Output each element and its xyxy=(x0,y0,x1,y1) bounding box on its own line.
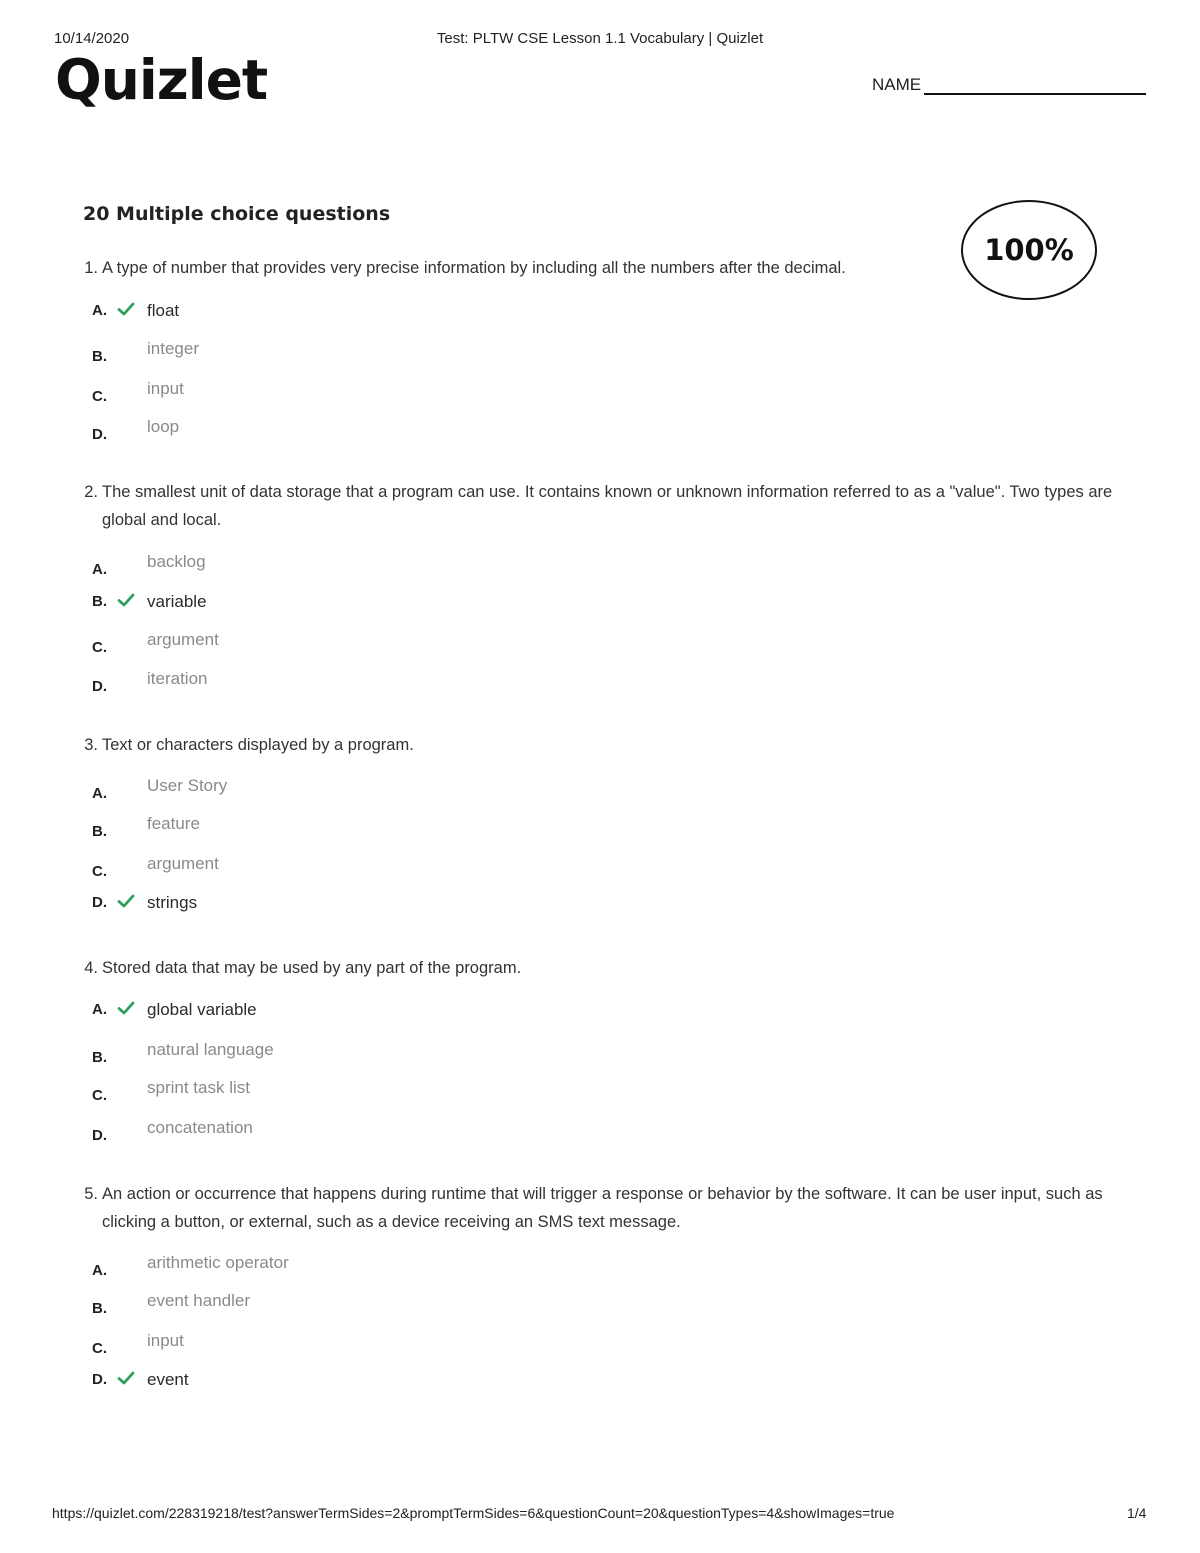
question-2 xyxy=(84,478,1132,534)
checkmark-icon xyxy=(116,590,136,610)
footer-url: https://quizlet.com/228319218/test?answerTermSides=2&promptTermSides=6&questionCount=20&questionTypes=4&showImages=true xyxy=(52,1505,895,1521)
question-number: 5. xyxy=(84,1185,98,1203)
question-3 xyxy=(84,731,1132,759)
option-letter: A. xyxy=(92,302,107,319)
option-text[interactable]: argument xyxy=(147,630,219,649)
option-text[interactable]: natural language xyxy=(147,1040,274,1059)
option-letter: C. xyxy=(92,1340,107,1357)
name-line xyxy=(924,93,1146,95)
question-4 xyxy=(84,954,1132,982)
question-5 xyxy=(84,1180,1132,1236)
quizlet-logo: Quizlet xyxy=(55,48,268,112)
question-number: 3. xyxy=(84,736,98,754)
option-letter: B. xyxy=(92,823,107,840)
question-1 xyxy=(84,254,1132,282)
question-text: Text or characters displayed by a program. xyxy=(102,736,414,754)
option-letter: A. xyxy=(92,561,107,578)
checkmark-icon xyxy=(116,1368,136,1388)
option-text[interactable]: strings xyxy=(147,893,198,912)
question-text: Stored data that may be used by any part of the program. xyxy=(102,959,522,977)
option-letter: C. xyxy=(92,639,107,656)
question-text: The smallest unit of data storage that a program can use. It contains known or unknown information referred to as a "value". Two types are global and local. xyxy=(102,483,1113,529)
option-letter: D. xyxy=(92,678,107,695)
question-number: 2. xyxy=(84,483,98,501)
score-text: 100% xyxy=(984,233,1074,267)
option-text[interactable]: variable xyxy=(147,592,207,611)
option-text[interactable]: event handler xyxy=(147,1291,251,1310)
option-text[interactable]: global variable xyxy=(147,1000,257,1019)
page-number: 1/4 xyxy=(1127,1505,1147,1521)
question-number: 1. xyxy=(84,259,98,277)
option-letter: D. xyxy=(92,894,107,911)
option-text[interactable]: integer xyxy=(147,339,199,358)
question-text: A type of number that provides very precise information by including all the numbers after the decimal. xyxy=(102,259,846,277)
option-text[interactable]: backlog xyxy=(147,552,206,571)
option-letter: B. xyxy=(92,1300,107,1317)
option-text[interactable]: sprint task list xyxy=(147,1078,250,1097)
option-text[interactable]: User Story xyxy=(147,776,228,795)
option-letter: D. xyxy=(92,426,107,443)
option-text[interactable]: concatenation xyxy=(147,1118,253,1137)
print-title: Test: PLTW CSE Lesson 1.1 Vocabulary | Quizlet xyxy=(436,30,764,47)
section-heading: 20 Multiple choice questions xyxy=(83,203,391,225)
checkmark-icon xyxy=(116,299,136,319)
option-letter: B. xyxy=(92,1049,107,1066)
option-letter: A. xyxy=(92,785,107,802)
option-letter: C. xyxy=(92,863,107,880)
option-letter: C. xyxy=(92,388,107,405)
print-date: 10/14/2020 xyxy=(54,30,130,47)
option-text[interactable]: float xyxy=(147,301,180,320)
option-text[interactable]: feature xyxy=(147,814,200,833)
option-letter: C. xyxy=(92,1087,107,1104)
option-letter: A. xyxy=(92,1262,107,1279)
option-text[interactable]: input xyxy=(147,1331,184,1350)
score-badge xyxy=(961,200,1097,300)
option-letter: B. xyxy=(92,593,107,610)
option-letter: D. xyxy=(92,1127,107,1144)
option-text[interactable]: arithmetic operator xyxy=(147,1253,289,1272)
option-text[interactable]: iteration xyxy=(147,669,208,688)
option-text[interactable]: argument xyxy=(147,854,219,873)
option-letter: B. xyxy=(92,348,107,365)
option-text[interactable]: event xyxy=(147,1370,189,1389)
option-text[interactable]: loop xyxy=(147,417,180,436)
checkmark-icon xyxy=(116,998,136,1018)
name-label: NAME xyxy=(872,75,922,94)
question-number: 4. xyxy=(84,959,98,977)
option-letter: A. xyxy=(92,1001,107,1018)
option-letter: D. xyxy=(92,1371,107,1388)
option-text[interactable]: input xyxy=(147,379,184,398)
question-text: An action or occurrence that happens during runtime that will trigger a response or behavior by the software. It can be user input, such as clicking a button, or external, such as a device receiving an SMS text message. xyxy=(102,1185,1103,1231)
checkmark-icon xyxy=(116,891,136,911)
